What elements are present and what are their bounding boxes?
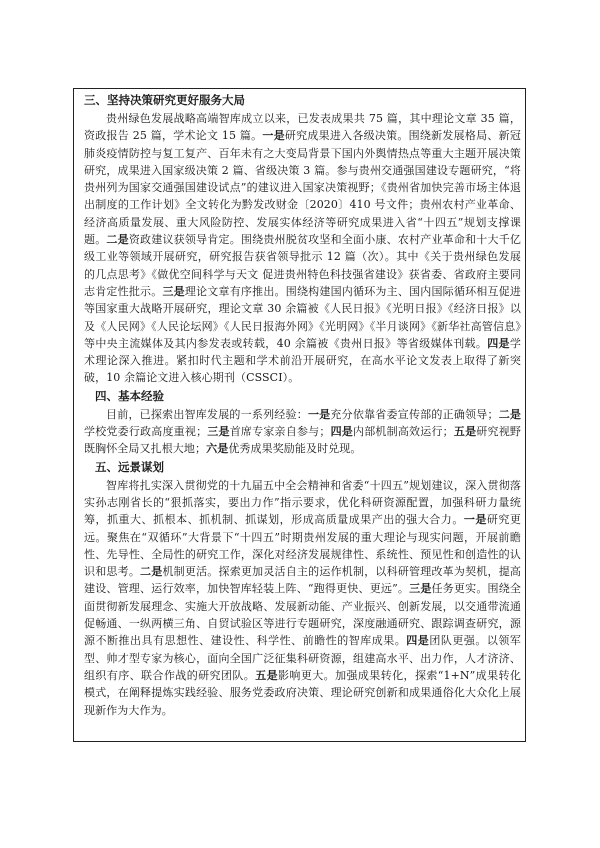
section-paragraph-basic-experience: 目前，已探索出智库发展的一系列经验：一是充分依靠省委宣传部的正确领导；二是学校党委行政高度重视；三是首席专家亲自参与；四是内部机制高效运行；五是研究视野既胸怀全局又扎根大地；六是优秀成果奖励能及时兑现。 (84, 407, 522, 456)
section-heading-long-term-plan: 五、远景谋划 (95, 459, 164, 474)
document-body (84, 91, 521, 719)
section-heading-decision-research: 三、坚持决策研究更好服务大局 (84, 93, 245, 107)
section-paragraph-decision-research: 贵州绿色发展战略高端智库成立以来，已发表成果共 75 篇，其中理论文章 35 篇，资政报告 25 篇，学术论文 15 篇。一是研究成果进入各级决策。围绕新发展格局、新冠肺炎疫情防控与复工复产、百年未有之大变局背景下国内外舆情热点等重大主题开展决策研究，成果进入国家级决策 2 篇、省级决策 3 篇。参与贵州交通强国建设专题研究，“将贵州列为国家交通强国建设试点”的建议进入国家决策视野；《贵州省加快完善市场主体退出制度的工作计划》全文转化为黔发改财金〔2020〕410 号文件；贵州农村产业革命、经济高质量发展、重大风险防控、发展实体经济等研究成果进入省“十四五”规划支撑课题。二是资政建议获领导肯定。围绕贵州脱贫攻坚和全面小康、农村产业革命和十大千亿级工业等领域开展研究，研究报告获省领导批示 12 篇（次）。其中《关于贵州绿色发展的几点思考》《做优空间科学与天文 促进贵州特色科技强省建设》获省委、省政府主要同志肯定性批示。三是理论文章有序推出。围绕构建国内循环为主、国内国际循环相互促进等国家重大战略开展研究，理论文章 30 余篇被《人民日报》《光明日报》《经济日报》以及《人民网》《人民论坛网》《人民日报海外网》《光明网》《半月谈网》《新华社高管信息》等中央主流媒体及其内参发表或转载，40 余篇被《贵州日报》等省级媒体刊载。四是学术理论深入推进。紧扣时代主题和学术前沿开展研究，在高水平论文发表上取得了新突破，10 余篇论文进入核心期刊（CSSCI）。 (84, 112, 522, 385)
section-heading-basic-experience: 四、基本经验 (95, 388, 164, 403)
form-table-cell (73, 88, 526, 742)
section-paragraph-long-term-plan: 智库将扎实深入贯彻党的十九届五中全会精神和省委“十四五”规划建议，深入贯彻落实孙志刚省长的“狠抓落实，要出力作”指示要求，优化科研资源配置，加强科研力量统筹，抓重大、抓根本、抓机制、抓谋划，形成高质量成果产出的强大合力。一是研究更远。聚焦在“双循环”大背景下“十四五”时期贵州发展的重大理论与现实问题，开展前瞻性、先导性、全局性的研究工作，深化对经济发展规律性、系统性、预见性和创造性的认识和思考。二是机制更活。探索更加灵活自主的运作机制，以科研管理改革为契机，提高建设、管理、运行效率，加快智库轻装上阵、“跑得更快、更远”。三是任务更实。围绕全面贯彻新发展理念、实施大开放战略、发展新动能、产业振兴、创新发展，以交通带流通促畅通、一纵两横三角、自贸试验区等进行专题研究，深度融通研究、跟踪调查研究，源源不断推出具有思想性、建设性、科学性、前瞻性的智库成果。四是团队更强。以领军型、帅才型专家为核心，面向全国广泛征集科研资源，组建高水平、出力作，人才济济、组织有序、联合作战的研究团队。五是影响更大。加强成果转化，探索“1+N”成果转化模式，在阐释提炼实践经验、服务党委政府决策、理论研究创新和成果通俗化大众化上展现新作为大作为。 (84, 478, 522, 717)
